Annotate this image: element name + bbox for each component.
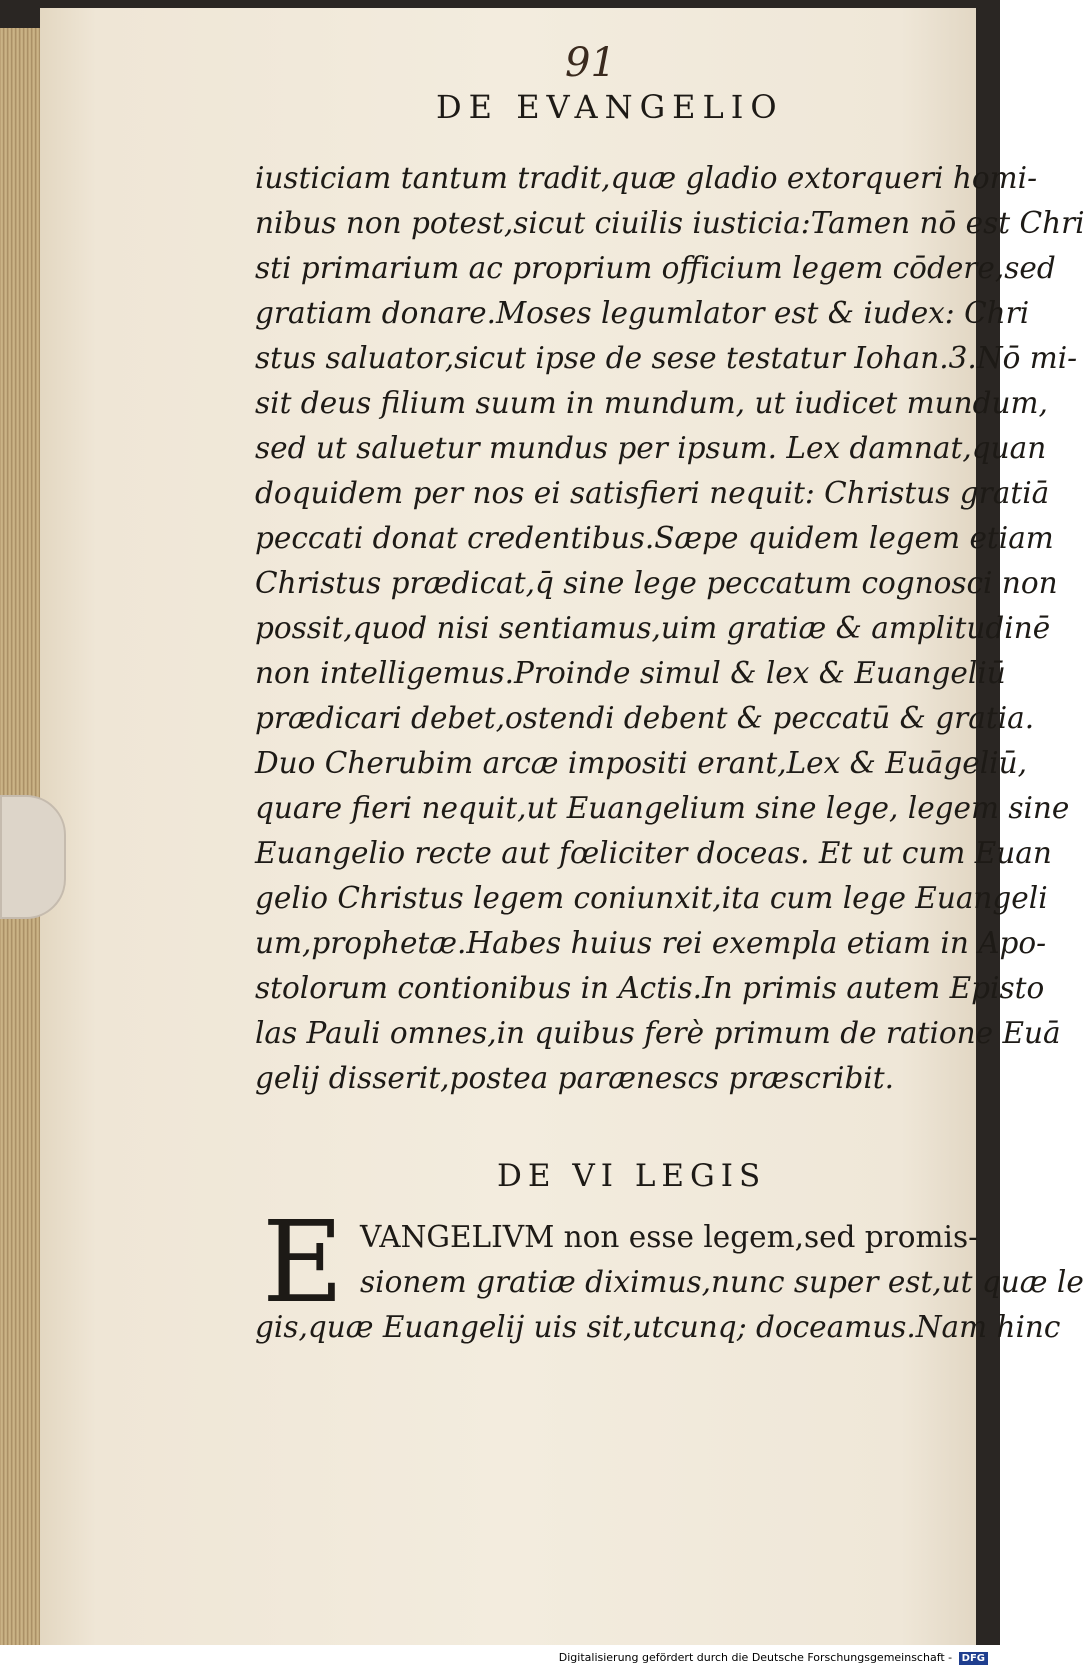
drop-capital: E (262, 1198, 344, 1328)
text-line: sionem gratiæ diximus,nunc super est,ut quæ le (360, 1265, 1084, 1299)
text-line: gelio Christus legem coniunxit,ita cum lege Euangeli (255, 881, 1048, 915)
text-line: prædicari debet,ostendi debent & peccatū & gratia. (255, 701, 1035, 735)
text-line: possit,quod nisi sentiamus,uim gratiæ & amplitudinē (255, 611, 1051, 645)
running-head: DE EVANGELIO (436, 88, 784, 126)
dfg-logo[interactable]: DFG (959, 1652, 988, 1665)
text-line: gelij disserit,postea parænescs præscribit. (255, 1061, 895, 1095)
footer-credit (559, 1651, 988, 1665)
folio-number: 91 (565, 40, 616, 86)
text-line: sit deus filium suum in mundum, ut iudicet mundum, (255, 386, 1048, 420)
text-line: sti primarium ac proprium officium legem cōdere,sed (255, 251, 1056, 285)
text-line: nibus non potest,sicut ciuilis iusticia:Tamen nō est Chri (255, 206, 1085, 240)
text-line: sed ut saluetur mundus per ipsum. Lex damnat,quan (255, 431, 1047, 465)
footer-text: Digitalisierung gefördert durch die Deutsche Forschungsgemeinschaft - (558, 1651, 953, 1664)
text-line: Christus prædicat,q̄ sine lege peccatum cognosci non (255, 566, 1058, 600)
text-line: VANGELIVM non esse legem,sed promis- (360, 1220, 979, 1254)
section-heading: DE VI LEGIS (497, 1158, 767, 1194)
text-line: peccati donat credentibus.Sæpe quidem legem etiam (255, 521, 1054, 555)
text-line: iusticiam tantum tradit,quæ gladio extorqueri homi- (255, 161, 1038, 195)
text-line: non intelligemus.Proinde simul & lex & Euangeliū (255, 656, 1006, 690)
text-line: um,prophetæ.Habes huius rei exempla etiam in Apo- (255, 926, 1047, 960)
text-line: gis,quæ Euangelij uis sit,utcunq; doceamus.Nam hinc (255, 1310, 1061, 1344)
text-line: Duo Cherubim arcæ impositi erant,Lex & Euāgeliū, (255, 746, 1027, 780)
text-line: las Pauli omnes,in quibus ferè primum de ratione Euā (255, 1016, 1061, 1050)
text-line: stus saluator,sicut ipse de sese testatur Iohan.3.Nō mi- (255, 341, 1078, 375)
text-line: Euangelio recte aut fœliciter doceas. Et ut cum Euan (255, 836, 1052, 870)
text-line: quare fieri nequit,ut Euangelium sine lege, legem sine (255, 791, 1070, 825)
text-line: doquidem per nos ei satisfieri nequit: Christus gratiā (255, 476, 1050, 510)
text-line: stolorum contionibus in Actis.In primis autem Episto (255, 971, 1045, 1005)
text-line: gratiam donare.Moses legumlator est & iudex: Chri (255, 296, 1030, 330)
page-clamp (0, 795, 66, 919)
